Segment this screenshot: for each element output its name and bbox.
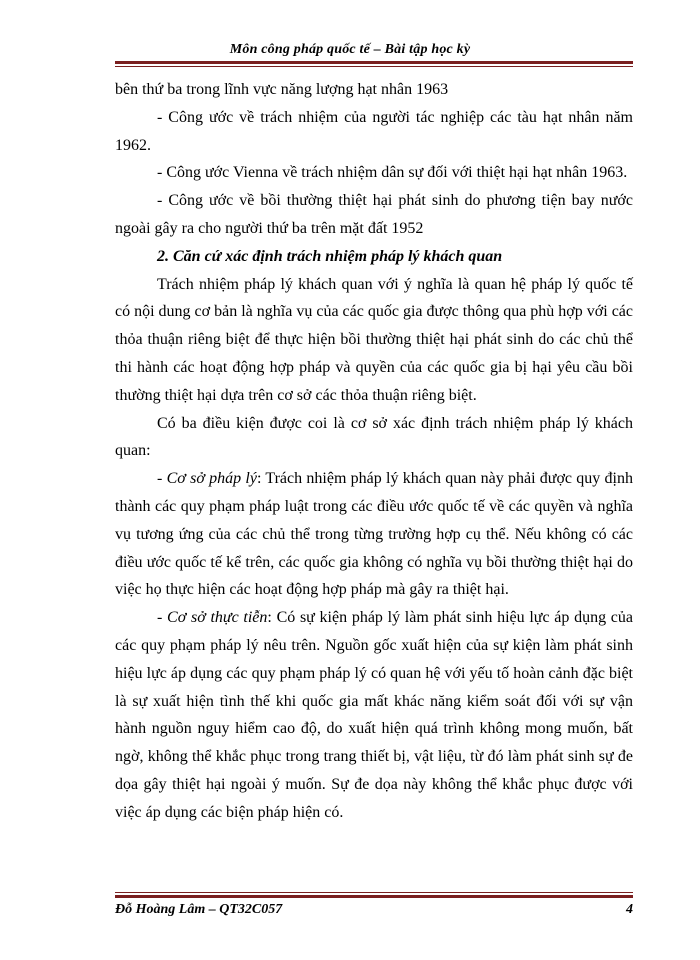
legal-basis-prefix: - <box>157 470 167 488</box>
header-title: Môn công pháp quốc tế – Bài tập học kỳ <box>229 42 471 57</box>
header-rule-thin <box>115 66 633 67</box>
footer-rule-thin <box>115 892 633 893</box>
footer-rule-thick <box>115 895 633 898</box>
paragraph-convention-1952: - Công ước về bồi thường thiệt hại phát sinh do phương tiện bay nước ngoài gây ra cho người thứ ba trên mặt đất 1952 <box>115 192 633 237</box>
paragraph-conditions: Có ba điều kiện được coi là cơ sở xác định trách nhiệm pháp lý khách quan: <box>115 414 633 460</box>
practical-basis-prefix: - <box>157 609 168 627</box>
page-number: 4 <box>626 902 633 917</box>
paragraph-definition: Trách nhiệm pháp lý khách quan với ý nghĩa là quan hệ pháp lý quốc tế có nội dung cơ bản là nghĩa vụ của các quốc gia được thông qua phù hợp với các thỏa thuận riêng biệt để thực hiện bồi thường thiệt hại phát sinh do các chủ thể thi hành các hoạt động hợp pháp và quyền của các quốc gia bị hại yêu cầu bồi thường thiệt hại dựa trên cơ sở các thỏa thuận riêng biệt. <box>115 275 633 404</box>
paragraph-convention-vienna: - Công ước Vienna về trách nhiệm dân sự đối với thiệt hại hạt nhân 1963. <box>157 164 628 182</box>
legal-basis-term: Cơ sở pháp lý <box>166 470 257 488</box>
paragraph-convention-1962: - Công ước về trách nhiệm của người tác nghiệp các tàu hạt nhân năm 1962. <box>115 108 633 154</box>
paragraph-legal-basis <box>115 465 633 604</box>
document-body <box>115 76 633 827</box>
header-rule <box>115 61 633 67</box>
paragraph-practical-basis <box>115 604 633 826</box>
legal-basis-text: : Trách nhiệm pháp lý khách quan này phải được quy định thành các quy phạm pháp luật trong các điều ước quốc tế về các quyền và nghĩa vụ tương ứng của các chủ thể trong từng trường hợp cụ thể. Nếu không có các điều ước quốc tế kể trên, các quốc gia không có nghĩa vụ bồi thường thiệt hại do việc họ thực hiện các hoạt động hợp pháp mà gây ra thiệt hại. <box>115 470 634 599</box>
paragraph-continuation: bên thứ ba trong lĩnh vực năng lượng hạt nhân 1963 <box>115 81 449 98</box>
practical-basis-term: Cơ sở thực tiễn <box>167 609 268 627</box>
section-heading: 2. Căn cứ xác định trách nhiệm pháp lý khách quan <box>157 247 503 265</box>
footer-author: Đỗ Hoàng Lâm – QT32C057 <box>115 902 283 917</box>
practical-basis-text: : Có sự kiện pháp lý làm phát sinh hiệu lực áp dụng của các quy phạm pháp lý nêu trên. Nguồn gốc xuất hiện của sự kiện làm phát sinh hiệu lực áp dụng các quy phạm pháp lý có quan hệ với yếu tố hoàn cảnh đặc biệt là sự xuất hiện tình thế khi quốc gia mất khác năng kiểm soát đối với sự vận hành nguồn nguy hiểm cao độ, do xuất hiện quá trình không mong muốn, bất ngờ, không thể khắc phục trong trang thiết bị, vật liệu, từ đó làm phát sinh sự đe dọa gây thiệt hại ngoài ý muốn. Sự đe dọa này không thể khắc phục được với việc áp dụng các biện pháp hiện có. <box>115 609 634 821</box>
footer-rule <box>115 892 633 898</box>
header-rule-thick <box>115 61 633 64</box>
